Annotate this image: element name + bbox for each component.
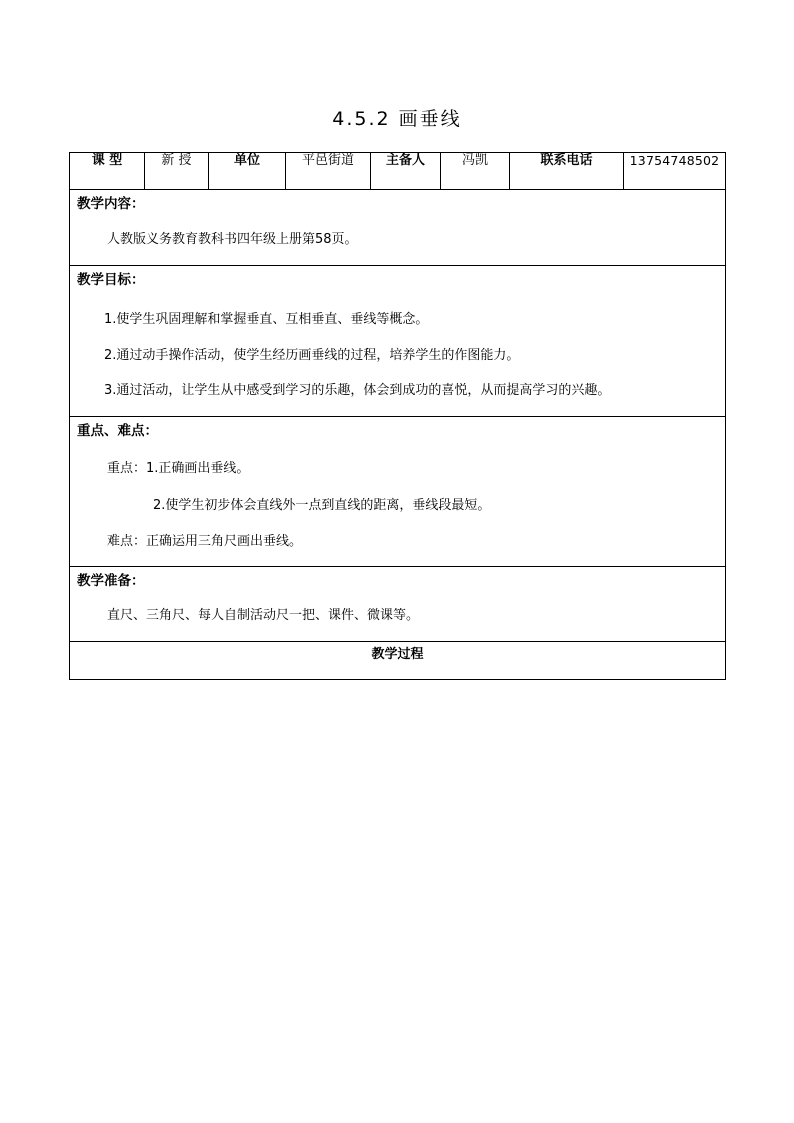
goals-row [70,266,726,417]
key-points-cell [70,417,726,567]
preparer-label: 主备人 [371,153,441,190]
contact-label: 联系电话 [510,153,624,190]
key-points-heading: 重点、难点： [77,423,158,439]
type-value: 新 授 [145,153,209,190]
unit-label: 单位 [209,153,286,190]
goal-item: 3.通过活动，让学生从中感受到学习的乐趣，体会到成功的喜悦，从而提高学习的兴趣。 [104,383,611,398]
preparation-heading: 教学准备： [77,573,145,589]
content-heading: 教学内容： [77,196,145,212]
key-point-1: 重点：1.正确画出垂线。 [107,461,250,476]
process-row [70,642,726,680]
contact-value: 13754748502 [624,153,726,190]
preparation-text: 直尺、三角尺、每人自制活动尺一把、课件、微课等。 [107,608,420,623]
difficulty-text: 难点：正确运用三角尺画出垂线。 [107,534,303,549]
preparer-value: 冯凯 [441,153,510,190]
header-row [70,153,726,190]
page-title: 4.5.2 画垂线 [332,108,462,130]
content-row [70,190,726,266]
preparation-cell [70,567,726,642]
goals-cell [70,266,726,417]
key-point-2: 2.使学生初步体会直线外一点到直线的距离，垂线段最短。 [153,498,491,513]
content-cell [70,190,726,266]
key-points-row [70,417,726,567]
goals-heading: 教学目标： [77,272,145,288]
goal-item: 1.使学生巩固理解和掌握垂直、互相垂直、垂线等概念。 [104,312,429,327]
unit-value: 平邑街道 [286,153,371,190]
lesson-plan-table [69,152,726,680]
process-heading: 教学过程 [70,642,726,680]
preparation-row [70,567,726,642]
goal-item: 2.通过动手操作活动，使学生经历画垂线的过程，培养学生的作图能力。 [104,348,520,363]
type-label: 课 型 [70,153,145,190]
content-text: 人教版义务教育教科书四年级上册第58页。 [107,232,358,247]
